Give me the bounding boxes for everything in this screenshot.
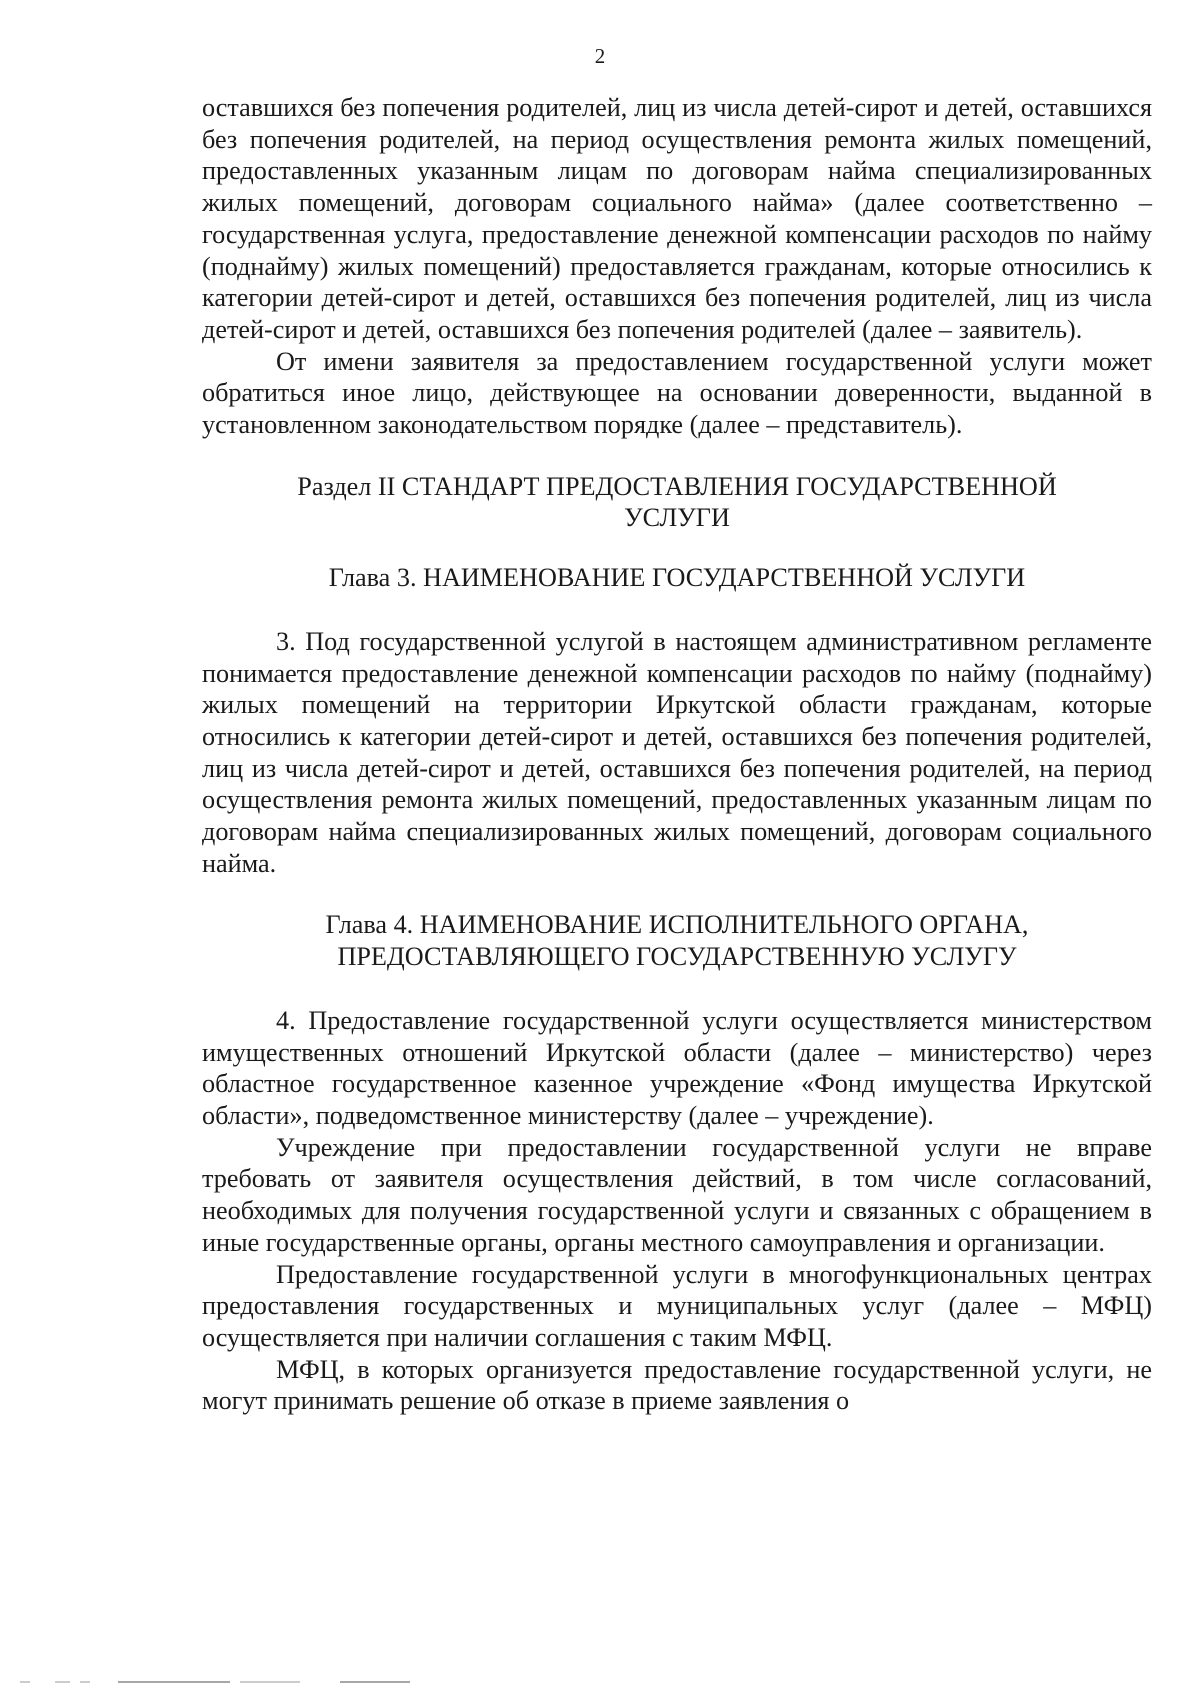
spacer [202, 594, 1152, 626]
chapter-heading-4: Глава 4. НАИМЕНОВАНИЕ ИСПОЛНИТЕЛЬНОГО ОРГАНА, ПРЕДОСТАВЛЯЮЩЕГО ГОСУДАРСТВЕННУЮ УСЛУГУ [325, 910, 1029, 972]
document-body [202, 92, 1152, 1417]
chapter-heading-3: Глава 3. НАИМЕНОВАНИЕ ГОСУДАРСТВЕННОЙ УСЛУГИ [328, 563, 1026, 593]
page-number: 2 [594, 44, 606, 68]
spacer [202, 534, 1152, 562]
paragraph-representative: От имени заявителя за предоставлением государственной услуги может обратиться иное лицо, действующее на основании доверенности, выданной в установленном законодательством порядке (далее – представитель). [202, 346, 1152, 440]
section-heading-2: Раздел II СТАНДАРТ ПРЕДОСТАВЛЕНИЯ ГОСУДАРСТВЕННОЙ УСЛУГИ [297, 471, 1057, 533]
paragraph-item-3: 3. Под государственной услугой в настоящем административном регламенте понимается предоставление денежной компенсации расходов по найму (поднайму) жилых помещений на территории Иркутской области гражданам, которые относились к категории детей-сирот и детей, оставшихся без попечения родителей, лиц из числа детей-сирот и детей, оставшихся без попечения родителей, на период осуществления ремонта жилых помещений, предоставленных указанным лицам по договорам найма специализированных жилых помещений, договорам социального найма. [202, 626, 1152, 878]
scan-artifact-marks [0, 1678, 1200, 1686]
spacer [202, 879, 1152, 909]
spacer [202, 973, 1152, 1005]
paragraph-institution: Учреждение при предоставлении государственной услуги не вправе требовать от заявителя осуществления действий, в том числе согласований, необходимых для получения государственной услуги и связанных с обращением в иные государственные органы, органы местного самоуправления и организации. [202, 1132, 1152, 1257]
spacer [202, 441, 1152, 471]
paragraph-mfc-refusal: МФЦ, в которых организуется предоставление государственной услуги, не могут принимать решение об отказе в приеме заявления о [202, 1354, 1152, 1416]
paragraph-mfc: Предоставление государственной услуги в многофункциональных центрах предоставления государственных и муниципальных услуг (далее – МФЦ) осуществляется при наличии соглашения с таким МФЦ. [202, 1259, 1152, 1352]
paragraph-continuation: оставшихся без попечения родителей, лиц из числа детей-сирот и детей, оставшихся без попечения родителей, на период осуществления ремонта жилых помещений, предоставленных указанным лицам по договорам найма специализированных жилых помещений, договорам социального найма» (далее соответственно – государственная услуга, предоставление денежной компенсации расходов по найму (поднайму) жилых помещений) предоставляется гражданам, которые относились к категории детей-сирот и детей, оставшихся без попечения родителей, лиц из числа детей-сирот и детей, оставшихся без попечения родителей (далее – заявитель). [202, 93, 1152, 344]
paragraph-item-4: 4. Предоставление государственной услуги осуществляется министерством имущественных отношений Иркутской области (далее – министерство) через областное государственное казенное учреждение «Фонд имущества Иркутской области», подведомственное министерству (далее – учреждение). [202, 1005, 1152, 1130]
